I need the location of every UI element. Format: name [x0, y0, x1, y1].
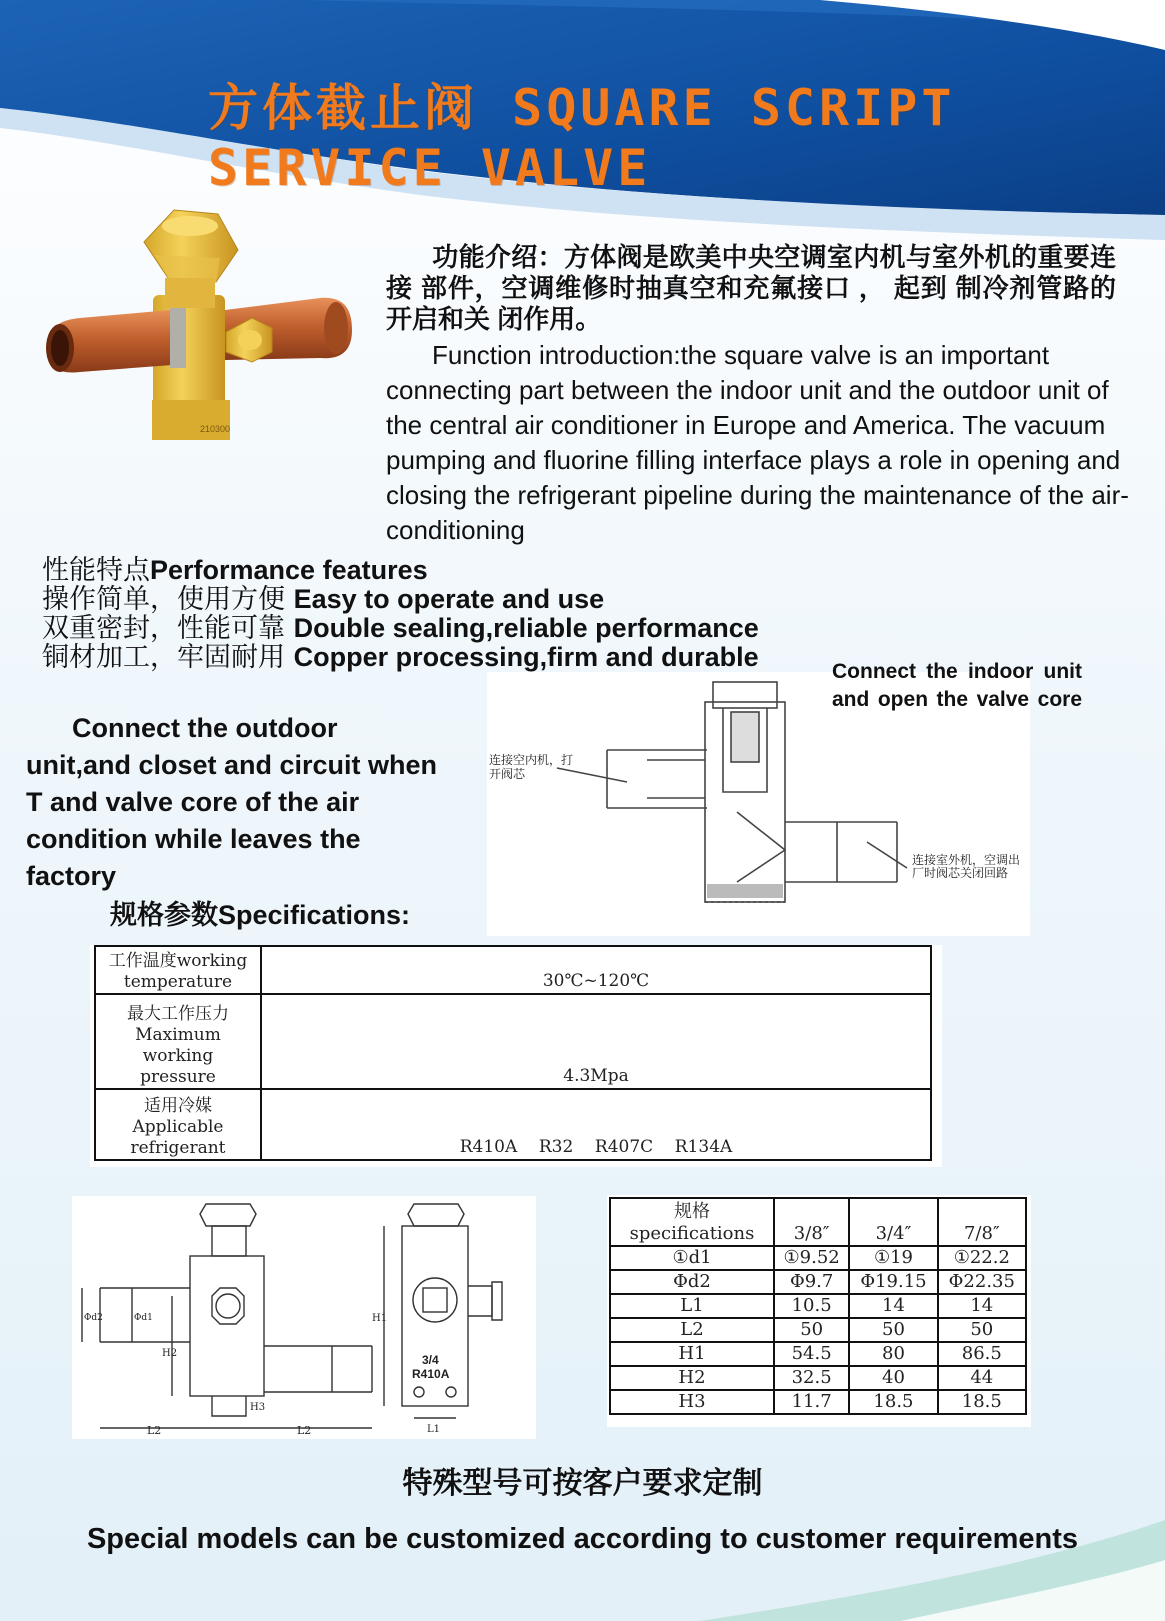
- table-cell: Φ19.15: [849, 1270, 937, 1294]
- table-cell: L2: [610, 1318, 774, 1342]
- table-cell: Φd2: [610, 1270, 774, 1294]
- intro-english-text: Function introduction:the square valve is an important connecting part between the indoor unit and the outdoor unit of the central air conditioner in Europe and America. The vacuum pumping and fluorine filling interface plays a role in opening and closing the refrigerant pipeline during the maintenance of the air-conditioning: [386, 340, 1129, 545]
- feature-item: 双重密封，性能可靠 Double sealing,reliable performance: [42, 613, 759, 644]
- table-cell: 18.5: [849, 1390, 937, 1414]
- table-cell: 50: [938, 1318, 1026, 1342]
- table-row: [610, 1246, 1026, 1270]
- parameters-table: [94, 945, 932, 1161]
- valve-photo: [20, 200, 370, 460]
- label-l2-right: L2: [297, 1424, 312, 1437]
- header-cell: 3/4″: [849, 1198, 937, 1246]
- intro-chinese: [386, 242, 1116, 335]
- table-row: [610, 1294, 1026, 1318]
- label-h1: H1: [372, 1313, 388, 1324]
- table-cell: 50: [849, 1318, 937, 1342]
- specifications-heading: 规格参数Specifications:: [110, 900, 411, 930]
- label-d1: Φd1: [134, 1313, 153, 1323]
- label-h3: H3: [250, 1402, 266, 1413]
- dimension-drawing: [72, 1196, 536, 1439]
- custom-note-english: Special models can be customized according to customer requirements: [86, 1523, 1079, 1555]
- dimensions-box: [607, 1195, 1031, 1427]
- connect-outdoor-note-text: Connect the outdoor unit,and closet and circuit when T and valve core of the air condition while leaves the factory: [26, 713, 438, 891]
- table-cell: 40: [849, 1366, 937, 1390]
- param-value: R410A R32 R407C R134A: [261, 1089, 931, 1160]
- table-row: [95, 994, 931, 1088]
- header-cell: 7/8″: [938, 1198, 1026, 1246]
- table-row: [610, 1270, 1026, 1294]
- table-row: [610, 1390, 1026, 1414]
- label-h2: H2: [162, 1348, 178, 1359]
- parameters-box: [90, 945, 942, 1167]
- table-cell: ①d1: [610, 1246, 774, 1270]
- valve-marking-size: 3/4: [422, 1353, 439, 1367]
- table-cell: 18.5: [938, 1390, 1026, 1414]
- table-cell: 32.5: [774, 1366, 849, 1390]
- table-row: [95, 1089, 931, 1160]
- table-cell: 14: [849, 1294, 937, 1318]
- table-row: [610, 1366, 1026, 1390]
- outdoor-label-line2: 厂时阀芯关闭回路: [912, 866, 1009, 880]
- page-title: 方体截止阀 SQUARE SCRIPT SERVICE VALVE: [208, 79, 956, 197]
- feature-item: 操作简单，使用方便 Easy to operate and use: [42, 584, 605, 615]
- table-header-row: [610, 1198, 1026, 1246]
- header-cell: 规格 specifications: [610, 1198, 774, 1246]
- table-cell: ①22.2: [938, 1246, 1026, 1270]
- table-cell: 54.5: [774, 1342, 849, 1366]
- custom-note-chinese: 特殊型号可按客户要求定制: [402, 1467, 763, 1500]
- table-cell: ①19: [849, 1246, 937, 1270]
- features-heading: 性能特点Performance features: [42, 555, 428, 586]
- feature-item: 铜材加工，牢固耐用 Copper processing,firm and durable: [42, 642, 759, 673]
- table-cell: Φ22.35: [938, 1270, 1026, 1294]
- label-l1: L1: [427, 1424, 441, 1435]
- param-label: 适用冷媒Applicable refrigerant: [95, 1089, 261, 1160]
- features-list: [42, 556, 842, 672]
- header-cell: 3/8″: [774, 1198, 849, 1246]
- table-cell: 44: [938, 1366, 1026, 1390]
- table-row: [610, 1342, 1026, 1366]
- table-cell: 11.7: [774, 1390, 849, 1414]
- table-cell: ①9.52: [774, 1246, 849, 1270]
- outdoor-label-line1: 连接室外机，空调出: [912, 853, 1021, 867]
- table-cell: 86.5: [938, 1342, 1026, 1366]
- table-cell: 50: [774, 1318, 849, 1342]
- table-cell: 14: [938, 1294, 1026, 1318]
- valve-marking-refrigerant: R410A: [412, 1367, 450, 1381]
- table-cell: H2: [610, 1366, 774, 1390]
- param-label: 工作温度working temperature: [95, 946, 261, 994]
- table-cell: 80: [849, 1342, 937, 1366]
- intro-chinese-text: 功能介绍：方体阀是欧美中央空调室内机与室外机的重要连接 部件，空调维修时抽真空和充氟接口 ， 起到 制冷剂管路的开启和关 闭作用。: [386, 242, 1116, 334]
- table-cell: H3: [610, 1390, 774, 1414]
- connect-indoor-note: Connect the indoor unit and open the valve core: [832, 660, 1082, 711]
- param-value: 30℃~120℃: [261, 946, 931, 994]
- stamp-marking: 210300: [200, 424, 231, 434]
- param-label: 最大工作压力 Maximum working pressure: [95, 994, 261, 1088]
- label-l2-left: L2: [147, 1424, 162, 1437]
- indoor-label-line2: 开阀芯: [489, 767, 526, 781]
- param-value: 4.3Mpa: [261, 994, 931, 1088]
- table-row: [95, 946, 931, 994]
- table-cell: 10.5: [774, 1294, 849, 1318]
- table-cell: H1: [610, 1342, 774, 1366]
- dimensions-table: [609, 1197, 1027, 1415]
- table-cell: L1: [610, 1294, 774, 1318]
- table-row: [610, 1318, 1026, 1342]
- indoor-label-line1: 连接空内机，打: [489, 753, 574, 767]
- table-cell: Φ9.7: [774, 1270, 849, 1294]
- connect-outdoor-note: [26, 710, 446, 895]
- intro-english: [386, 338, 1146, 548]
- label-d2: Φd2: [84, 1313, 103, 1323]
